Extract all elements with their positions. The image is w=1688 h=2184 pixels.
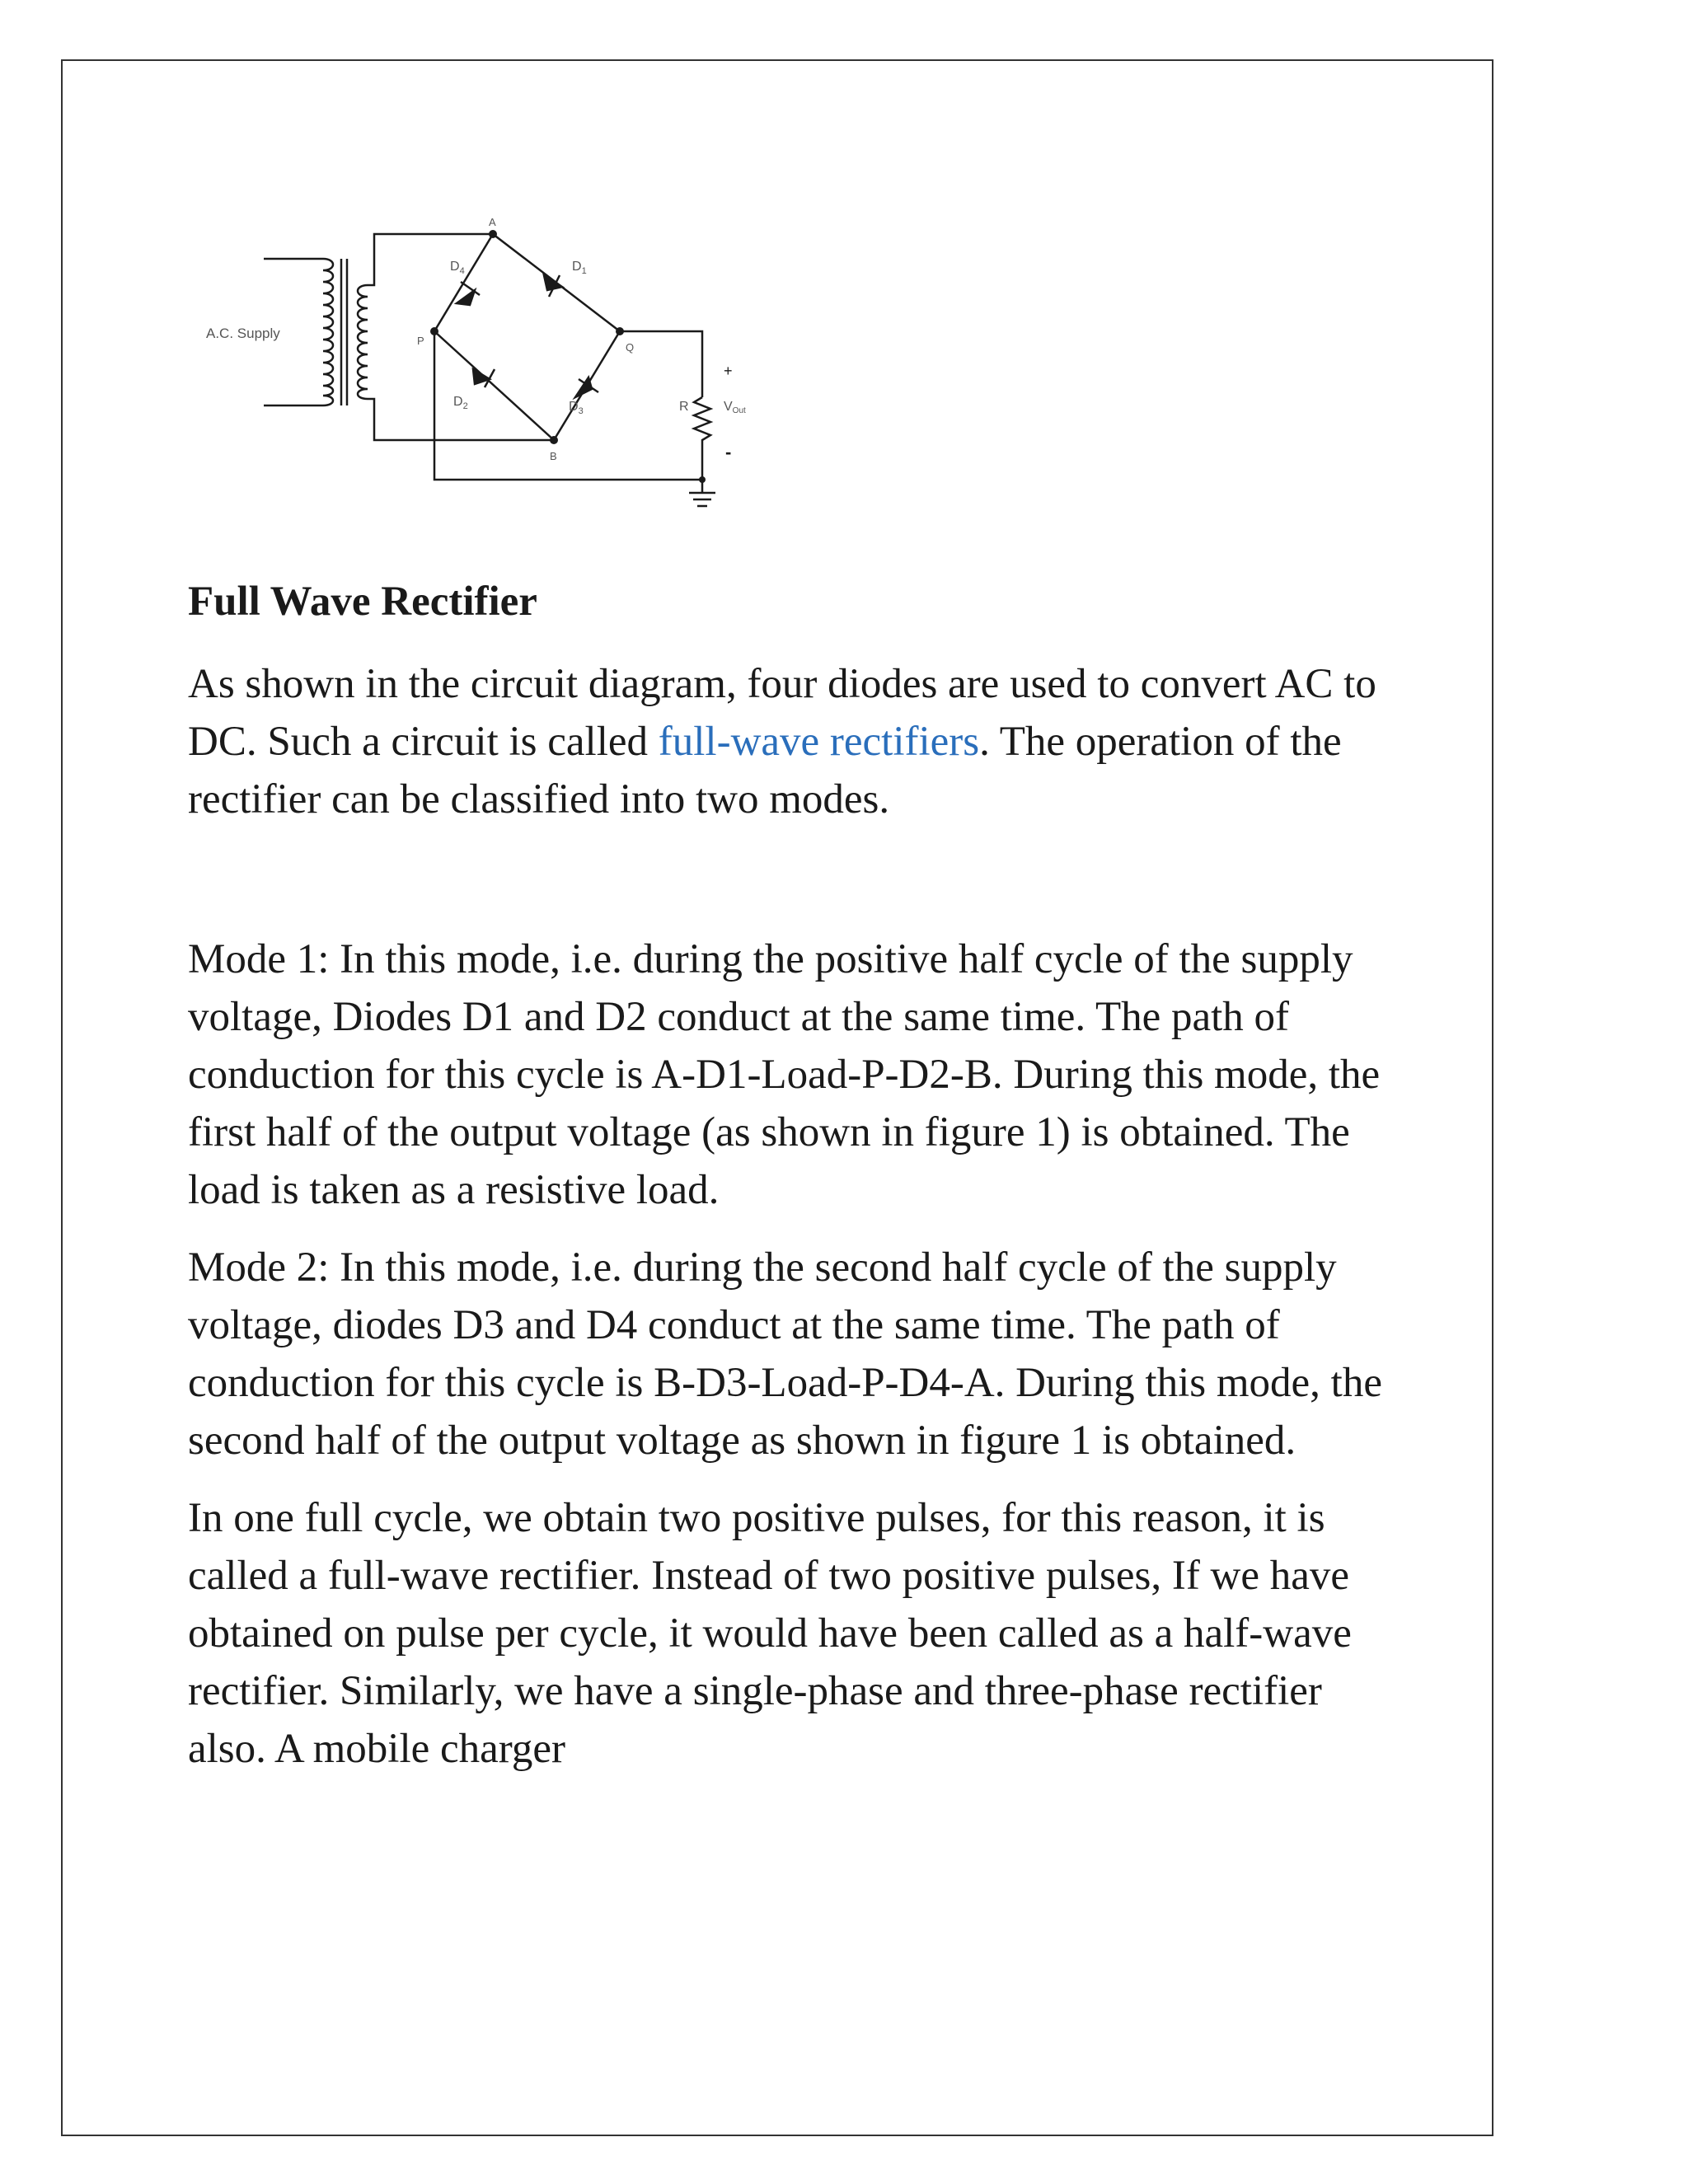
secondary-wire-bottom — [368, 399, 440, 440]
node-p-dot — [430, 327, 438, 335]
diode-d2-label: $D_2$ — [453, 395, 468, 411]
node-a-label: A — [489, 216, 496, 228]
article-content — [188, 577, 1400, 1797]
node-q-dot — [616, 327, 624, 335]
resistor-label: R — [679, 400, 689, 414]
diode-d1-label: $D_1$ — [572, 260, 587, 276]
node-a-dot — [489, 230, 497, 238]
diode-d2-icon — [473, 369, 495, 387]
intro-paragraph — [188, 655, 1400, 828]
node-q-label: Q — [626, 341, 635, 354]
primary-coil — [323, 259, 333, 405]
mode-1-paragraph: Mode 1: In this mode, i.e. during the positive half cycle of the supply voltage, Diodes D1 and D2 conduct at the same time. The path of conduction for this cycle is A-D1-Load-P-D2-B. During this mode, the first half of the output voltage (as shown in figure 1) is obtained. The load is taken as a resistive load. — [188, 936, 1381, 1214]
diode-d4-icon — [457, 282, 480, 305]
secondary-wire-top — [368, 234, 440, 285]
bridge-rectifier-circuit-diagram — [185, 216, 926, 539]
intro-text-after: . The operation of the rectifier can be classified into two modes. — [188, 719, 1342, 823]
diode-d3-label: $D_3$ — [569, 400, 584, 416]
intro-text-before: As shown in the circuit diagram, four diodes are used to convert AC to DC. Such a circuit is called — [188, 661, 1376, 766]
ground-icon — [689, 493, 715, 506]
diode-d4-label: $D_4$ — [450, 260, 465, 276]
diode-d1-icon — [544, 275, 562, 297]
diode-d3-icon — [575, 377, 598, 397]
ground-node-dot — [699, 476, 706, 483]
conclusion-paragraph: In one full cycle, we obtain two positive pulses, for this reason, it is called a full-wave rectifier. Instead of two positive pulses, If we have obtained on pulse per cycle, it would have been called as a half-wave rectifier. Similarly, we have a single-phase and three-phase rectifier also. A mobile charger — [188, 1495, 1352, 1773]
node-b-dot — [550, 436, 558, 444]
full-wave-rectifiers-link[interactable]: full-wave rectifiers — [658, 719, 980, 766]
transformer-core — [341, 259, 347, 405]
node-b-label: B — [550, 450, 557, 462]
minus-sign: - — [725, 442, 732, 462]
node-p-label: P — [417, 335, 424, 347]
vout-label: VOut — [724, 400, 746, 415]
supply-label: A.C. Supply — [206, 326, 280, 341]
branch-d2 — [434, 331, 554, 440]
mode-2-paragraph: Mode 2: In this mode, i.e. during the second half cycle of the supply voltage, diodes D3 and D4 conduct at the same time. The path of conduction for this cycle is B-D3-Load-P-D4-A. During this mode, the second half of the output voltage as shown in figure 1 is obtained. — [188, 1244, 1382, 1465]
secondary-coil — [358, 285, 368, 399]
plus-sign: + — [724, 363, 733, 379]
section-heading: Full Wave Rectifier — [188, 579, 537, 625]
